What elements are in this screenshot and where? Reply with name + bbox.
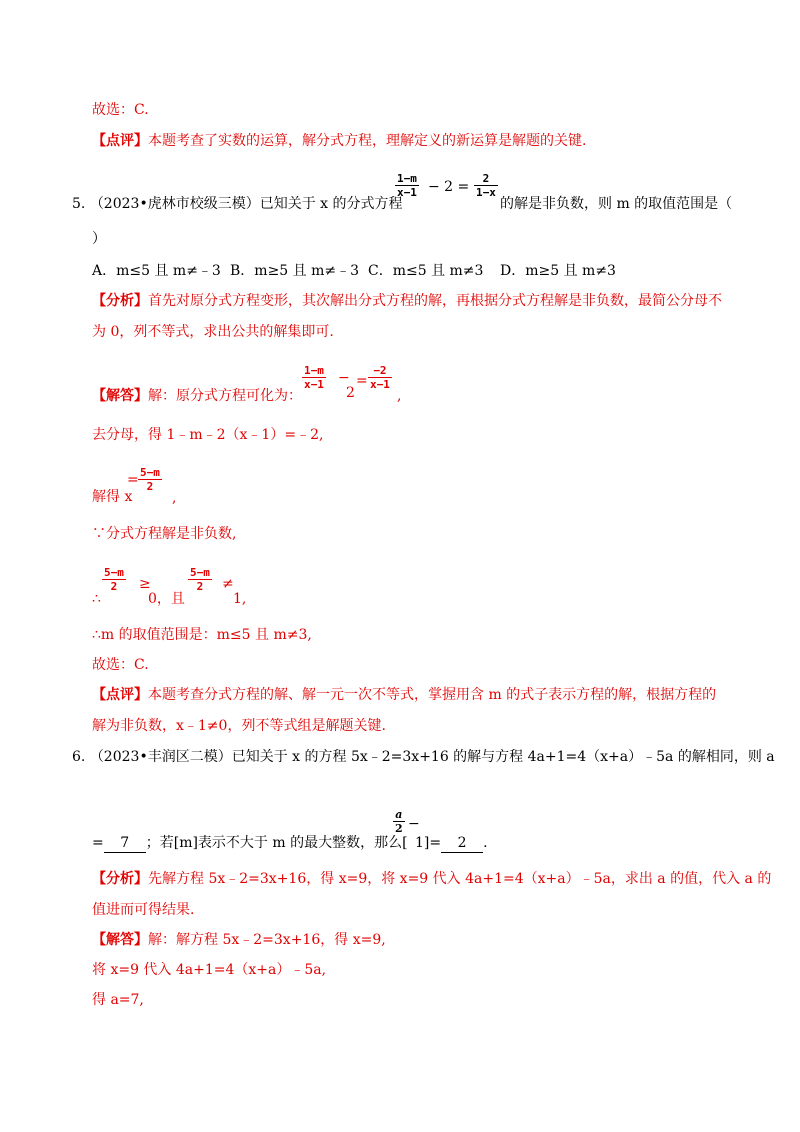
q5-stem-b: 的解是非负数，则 m 的取值范围是（ — [500, 196, 733, 212]
q5-solution-line6: ∴m 的取值范围是：m≤5 且 m≠3, — [92, 627, 312, 643]
analysis-text: 首先对原分式方程变形，其次解出分式方程的解，再根据分式方程解是非负数，最简公分母不 — [148, 293, 722, 309]
q5-stem — [72, 195, 403, 213]
q5-eq-right-fraction — [474, 172, 498, 199]
q5-stem-end: ） — [92, 231, 106, 247]
q5-option-b: B．m≥5 且 m≠﹣3 — [230, 263, 360, 279]
q6-analysis-line1 — [92, 870, 771, 888]
fraction-denominator: 2 — [110, 580, 118, 593]
q6-solution-line3: 得 a=7, — [92, 992, 144, 1008]
q6-minus: − — [408, 816, 420, 832]
q5-sol1-equals: = — [356, 373, 368, 389]
comment-text: 本题考查了实数的运算，解分式方程，理解定义的新运算是解题的关键. — [148, 133, 587, 149]
fraction-numerator: 1−m — [304, 364, 324, 377]
fraction-denominator: x−1 — [370, 378, 390, 391]
q6-blank-2: 2 — [441, 834, 483, 853]
q5-number: 5. — [72, 196, 86, 212]
q5-eq-mid: − 2 = — [428, 179, 470, 195]
fraction-denominator: x−1 — [397, 186, 417, 199]
fraction-denominator: 2 — [395, 822, 403, 835]
fraction-denominator: x−1 — [304, 378, 324, 391]
q5-sol5-fraction1 — [102, 566, 126, 593]
fraction-numerator: 5−m — [140, 466, 160, 479]
q6-stem-line2-end — [415, 834, 488, 853]
q6-blank-1: 7 — [104, 834, 146, 853]
fraction-numerator: 5−m — [190, 566, 210, 579]
q5-solution-line2: 去分母，得 1﹣m﹣2（x﹣1）=﹣2, — [92, 427, 324, 443]
q5-solution-line3: 解得 x — [92, 489, 133, 505]
q6-stem-line2 — [92, 834, 408, 853]
q5-comment-line2: 解为非负数，x﹣1≠0，列不等式组是解题关键. — [92, 718, 386, 734]
q5-sol1-fraction2 — [368, 364, 392, 391]
choice-line: 故选：C. — [92, 102, 149, 118]
q5-sol1-fraction1 — [302, 364, 326, 391]
q6-solution-line2: 将 x=9 代入 4a+1=4（x+a）﹣5a, — [92, 962, 327, 978]
q6-stem-1: （2023•丰润区二模）已知关于 x 的方程 5x﹣2=3x+16 的解与方程 4a+1=4（x+a）﹣5a 的解相同，则 a — [89, 749, 775, 765]
q5-sol1-two: 2 — [346, 385, 355, 401]
solution-tag: 【解答】 — [92, 932, 148, 948]
q5-sol3-equals: = — [127, 472, 139, 488]
q5-eq-left-fraction — [395, 172, 419, 199]
q5-sol5-end: 1, — [233, 591, 247, 607]
q5-solution-line4: ∵分式方程解是非负数, — [92, 526, 237, 542]
comment-text: 本题考查分式方程的解、解一元一次不等式，掌握用含 m 的式子表示方程的解，根据方程的 — [148, 687, 717, 703]
q5-option-a: A．m≤5 且 m≠﹣3 — [92, 263, 221, 279]
q5-sol5-therefore: ∴ — [92, 591, 101, 607]
fraction-denominator: 2 — [146, 480, 154, 493]
analysis-tag: 【分析】 — [92, 293, 148, 309]
fraction-numerator: 2 — [474, 172, 498, 186]
solution-text: 解：原分式方程可化为： — [148, 388, 302, 404]
solution-tag: 【解答】 — [92, 388, 148, 404]
q5-comment-line1 — [92, 686, 716, 704]
q5-sol1-minus: − — [338, 370, 350, 386]
q5-solution-line1 — [92, 387, 302, 405]
q5-sol5-ge: ≥ — [139, 576, 151, 592]
q6-number: 6. — [72, 749, 86, 765]
q6-fraction — [393, 808, 405, 835]
q6-equals: = — [92, 835, 104, 851]
analysis-text: 先解方程 5x﹣2=3x+16，得 x=9，将 x=9 代入 4a+1=4（x+a）﹣5a，求出 a 的值，代入 a 的 — [148, 871, 772, 887]
q5-analysis-line2: 为 0，列不等式，求出公共的解集即可. — [92, 324, 334, 340]
q6-solution-line1 — [92, 931, 386, 949]
q6-stem-2b: ；若[m]表示不大于 m 的最大整数，那么[ — [145, 835, 408, 851]
analysis-tag: 【分析】 — [92, 871, 148, 887]
q5-stem-a: （2023•虎林市校级三模）已知关于 x 的分式方程 — [89, 196, 403, 212]
q5-sol3-fraction — [138, 466, 162, 493]
q5-option-c: C．m≤5 且 m≠3 — [368, 263, 484, 279]
fraction-numerator: 1−m — [397, 172, 417, 185]
fraction-denominator: 1−x — [476, 186, 496, 199]
fraction-denominator: 2 — [196, 580, 204, 593]
q5-solution-line7: 故选：C. — [92, 657, 149, 673]
solution-text: 解：解方程 5x﹣2=3x+16，得 x=9, — [148, 932, 386, 948]
q5-analysis-line1 — [92, 292, 722, 310]
q5-option-d: D．m≥5 且 m≠3 — [500, 263, 616, 279]
q6-analysis-line2: 值进而可得结果. — [92, 902, 195, 918]
q5-sol5-mid: 0，且 — [148, 591, 185, 607]
q6-stem-2c: 1]= — [415, 835, 442, 851]
comment-line — [92, 132, 586, 150]
fraction-numerator: −2 — [368, 364, 392, 378]
fraction-numerator: 5−m — [104, 566, 124, 579]
q5-sol3-comma: , — [172, 490, 177, 506]
q5-sol5-ne: ≠ — [222, 576, 234, 592]
fraction-numerator: a — [393, 808, 405, 822]
q5-sol1-comma: , — [397, 388, 402, 404]
comment-tag: 【点评】 — [92, 133, 148, 149]
comment-tag: 【点评】 — [92, 687, 148, 703]
q5-sol5-fraction2 — [188, 566, 212, 593]
q6-period: . — [483, 835, 488, 851]
q6-stem-line1 — [72, 748, 775, 766]
